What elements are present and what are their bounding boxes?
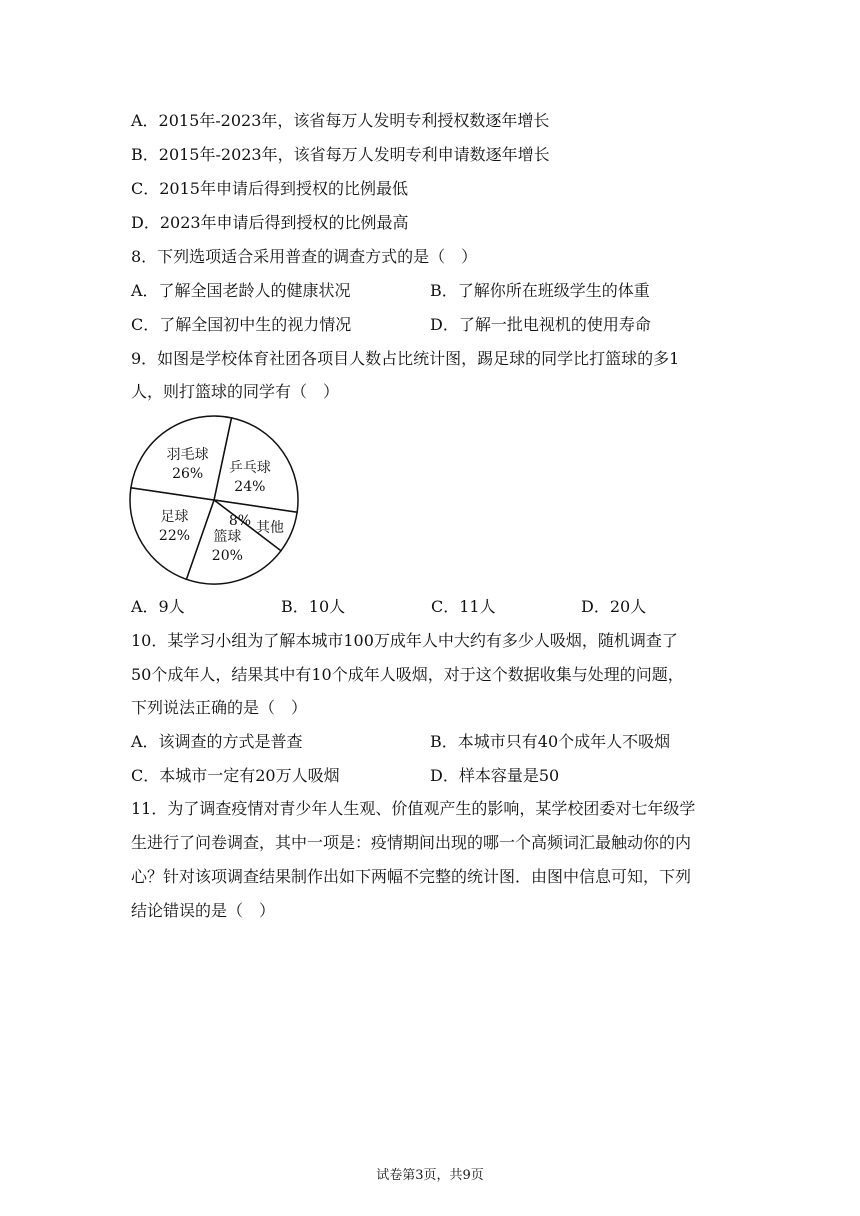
q11-stem-line-2: 生进行了问卷调查，其中一项是：疫情期间出现的哪一个高频词汇最触动你的内 <box>131 833 692 852</box>
q7-option-c: C．2015年申请后得到授权的比例最低 <box>131 179 408 198</box>
q7-option-a: A．2015年-2023年，该省每万人发明专利授权数逐年增长 <box>131 111 550 130</box>
pie-value-label: 20% <box>211 548 243 565</box>
q10-option-c: C．本城市一定有20万人吸烟 <box>131 766 340 785</box>
q10-option-b: B．本城市只有40个成年人不吸烟 <box>430 732 671 751</box>
pie-category-label: 乒乓球 <box>228 460 271 477</box>
q10-option-d: D．样本容量是50 <box>430 766 560 785</box>
q8-option-b: B．了解你所在班级学生的体重 <box>430 281 650 300</box>
q11-stem-line-4: 结论错误的是（ ） <box>131 901 276 920</box>
q7-option-d: D．2023年申请后得到授权的比例最高 <box>131 213 409 232</box>
q9-option-a: A．9人 <box>131 597 185 616</box>
q8-stem: 8．下列选项适合采用普查的调查方式的是（ ） <box>131 247 478 266</box>
q11-stem-line-1: 11．为了调查疫情对青少年人生观、价值观产生的影响，某学校团委对七年级学 <box>131 799 696 818</box>
q11-stem-line-3: 心？针对该项调查结果制作出如下两幅不完整的统计图．由图中信息可知，下列 <box>131 867 692 886</box>
q9-stem-line-2: 人，则打篮球的同学有（ ） <box>131 382 340 401</box>
pie-category-label: 其他 <box>256 520 285 537</box>
pie-value-label: 22% <box>158 527 191 544</box>
q10-stem-line-1: 10．某学习小组为了解本城市100万成年人中大约有多少人吸烟，随机调查了 <box>131 631 678 650</box>
pie-category-label: 羽毛球 <box>166 447 209 464</box>
page-footer: 试卷第3页，共9页 <box>376 1168 484 1183</box>
pie-chart <box>128 414 300 586</box>
pie-value-label: 24% <box>234 479 266 496</box>
q10-stem-line-3: 下列说法正确的是（ ） <box>131 698 308 717</box>
q10-option-a: A．该调查的方式是普查 <box>131 732 303 751</box>
q9-option-c: C．11人 <box>431 597 496 616</box>
q9-option-b: B．10人 <box>281 597 346 616</box>
q7-option-b: B．2015年-2023年，该省每万人发明专利申请数逐年增长 <box>131 145 550 164</box>
q10-stem-line-2: 50个成年人，结果其中有10个成年人吸烟，对于这个数据收集与处理的问题， <box>131 665 684 684</box>
q8-option-a: A．了解全国老龄人的健康状况 <box>131 281 351 300</box>
q9-stem-line-1: 9．如图是学校体育社团各项目人数占比统计图，踢足球的同学比打篮球的多1 <box>131 349 680 368</box>
q8-option-d: D．了解一批电视机的使用寿命 <box>430 315 651 334</box>
pie-category-label: 篮球 <box>213 529 242 546</box>
pie-category-label: 足球 <box>160 508 189 525</box>
pie-value-label: 26% <box>172 466 204 483</box>
q8-option-c: C．了解全国初中生的视力情况 <box>131 315 352 334</box>
q9-option-d: D．20人 <box>581 597 647 616</box>
pie-value-label: 8% <box>228 513 252 530</box>
